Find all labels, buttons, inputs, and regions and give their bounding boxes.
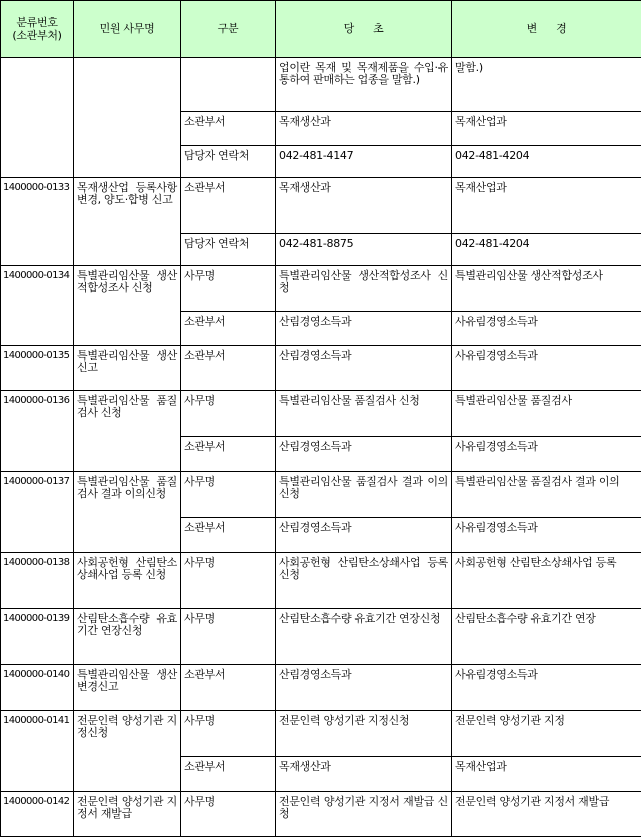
after-cell: 사유림경영소득과 [452, 346, 641, 391]
name-cell: 특별관리임산물 품질검사 결과 이의신청 [74, 472, 181, 553]
header-name: 민원 사무명 [74, 1, 181, 58]
category-cell: 소관부서 [181, 178, 276, 234]
after-cell: 산림탄소흡수량 유효기간 연장 [452, 609, 641, 665]
category-cell: 소관부서 [181, 437, 276, 472]
before-cell: 산림경영소득과 [276, 518, 452, 553]
table-row [1, 58, 641, 112]
table-row [1, 346, 641, 391]
header-after: 변 경 [452, 1, 641, 58]
table-row [1, 178, 641, 234]
code-cell: 1400000-0141 [1, 711, 74, 792]
name-cell: 특별관리임산물 생산신고 [74, 346, 181, 391]
after-cell: 전문인력 양성기관 지정 [452, 711, 641, 757]
before-cell: 042-481-4147 [276, 146, 452, 178]
after-cell: 전문인력 양성기관 지정서 재발급 [452, 792, 641, 837]
name-cell: 특별관리임산물 생산적합성조사 신청 [74, 266, 181, 346]
before-cell: 특별관리임산물 생산적합성조사 신청 [276, 266, 452, 312]
before-cell: 업이란 목재 및 목재제품을 수입·유통하여 판매하는 업종을 말함.) [276, 58, 452, 112]
category-cell: 소관부서 [181, 112, 276, 146]
code-cell: 1400000-0140 [1, 665, 74, 711]
category-cell: 사무명 [181, 711, 276, 757]
category-cell: 소관부서 [181, 757, 276, 792]
code-cell: 1400000-0133 [1, 178, 74, 266]
category-cell: 사무명 [181, 609, 276, 665]
table-row [1, 792, 641, 837]
before-cell: 전문인력 양성기관 지정서 재발급 신청 [276, 792, 452, 837]
name-cell: 목재생산업 등록사항 변경, 양도·합병 신고 [74, 178, 181, 266]
table-row [1, 553, 641, 609]
code-cell: 1400000-0134 [1, 266, 74, 346]
after-cell: 사회공헌형 산림탄소상쇄사업 등록 [452, 553, 641, 609]
table-row [1, 472, 641, 518]
name-cell: 전문인력 양성기관 지정서 재발급 [74, 792, 181, 837]
after-cell: 목재산업과 [452, 178, 641, 234]
category-cell: 사무명 [181, 553, 276, 609]
name-cell: 특별관리임산물 품질검사 신청 [74, 391, 181, 472]
category-cell: 사무명 [181, 391, 276, 437]
name-cell: 산림탄소흡수량 유효기간 연장신청 [74, 609, 181, 665]
table-row [1, 391, 641, 437]
after-cell: 042-481-4204 [452, 234, 641, 266]
before-cell: 목재생산과 [276, 178, 452, 234]
category-cell: 담당자 연락처 [181, 146, 276, 178]
header-category: 구분 [181, 1, 276, 58]
before-cell: 산림경영소득과 [276, 437, 452, 472]
before-cell: 특별관리임산물 품질검사 결과 이의신청 [276, 472, 452, 518]
code-cell: 1400000-0138 [1, 553, 74, 609]
after-cell: 목재산업과 [452, 757, 641, 792]
after-cell: 사유림경영소득과 [452, 518, 641, 553]
code-cell: 1400000-0137 [1, 472, 74, 553]
name-cell: 사회공헌형 산림탄소상쇄사업 등록 신청 [74, 553, 181, 609]
code-cell: 1400000-0142 [1, 792, 74, 837]
before-cell: 목재생산과 [276, 112, 452, 146]
before-cell: 전문인력 양성기관 지정신청 [276, 711, 452, 757]
category-cell [181, 58, 276, 112]
name-cell: 전문인력 양성기관 지정신청 [74, 711, 181, 792]
before-cell: 산림경영소득과 [276, 665, 452, 711]
category-cell: 소관부서 [181, 518, 276, 553]
code-cell [1, 58, 74, 178]
after-cell: 특별관리임산물 생산적합성조사 [452, 266, 641, 312]
header-before: 당 초 [276, 1, 452, 58]
category-cell: 사무명 [181, 472, 276, 518]
category-cell: 소관부서 [181, 312, 276, 346]
table-row [1, 609, 641, 665]
after-cell: 말함.) [452, 58, 641, 112]
name-cell: 특별관리임산물 생산변경신고 [74, 665, 181, 711]
after-cell: 사유림경영소득과 [452, 665, 641, 711]
after-cell: 042-481-4204 [452, 146, 641, 178]
before-cell: 목재생산과 [276, 757, 452, 792]
before-cell: 사회공헌형 산림탄소상쇄사업 등록 신청 [276, 553, 452, 609]
after-cell: 목재산업과 [452, 112, 641, 146]
category-cell: 사무명 [181, 792, 276, 837]
after-cell: 특별관리임산물 품질검사 [452, 391, 641, 437]
code-cell: 1400000-0139 [1, 609, 74, 665]
after-cell: 사유림경영소득과 [452, 312, 641, 346]
header-code: 분류번호 (소관부처) [1, 1, 74, 58]
category-cell: 소관부서 [181, 665, 276, 711]
table-row [1, 711, 641, 757]
category-cell: 담당자 연락처 [181, 234, 276, 266]
table-row [1, 266, 641, 312]
table-row [1, 665, 641, 711]
before-cell: 042-481-8875 [276, 234, 452, 266]
header-row [1, 1, 641, 58]
code-cell: 1400000-0136 [1, 391, 74, 472]
before-cell: 산림경영소득과 [276, 346, 452, 391]
after-cell: 사유림경영소득과 [452, 437, 641, 472]
category-cell: 사무명 [181, 266, 276, 312]
after-cell: 특별관리임산물 품질검사 결과 이의 [452, 472, 641, 518]
name-cell [74, 58, 181, 178]
before-cell: 산림경영소득과 [276, 312, 452, 346]
before-cell: 산림탄소흡수량 유효기간 연장신청 [276, 609, 452, 665]
code-cell: 1400000-0135 [1, 346, 74, 391]
category-cell: 소관부서 [181, 346, 276, 391]
before-cell: 특별관리임산물 품질검사 신청 [276, 391, 452, 437]
